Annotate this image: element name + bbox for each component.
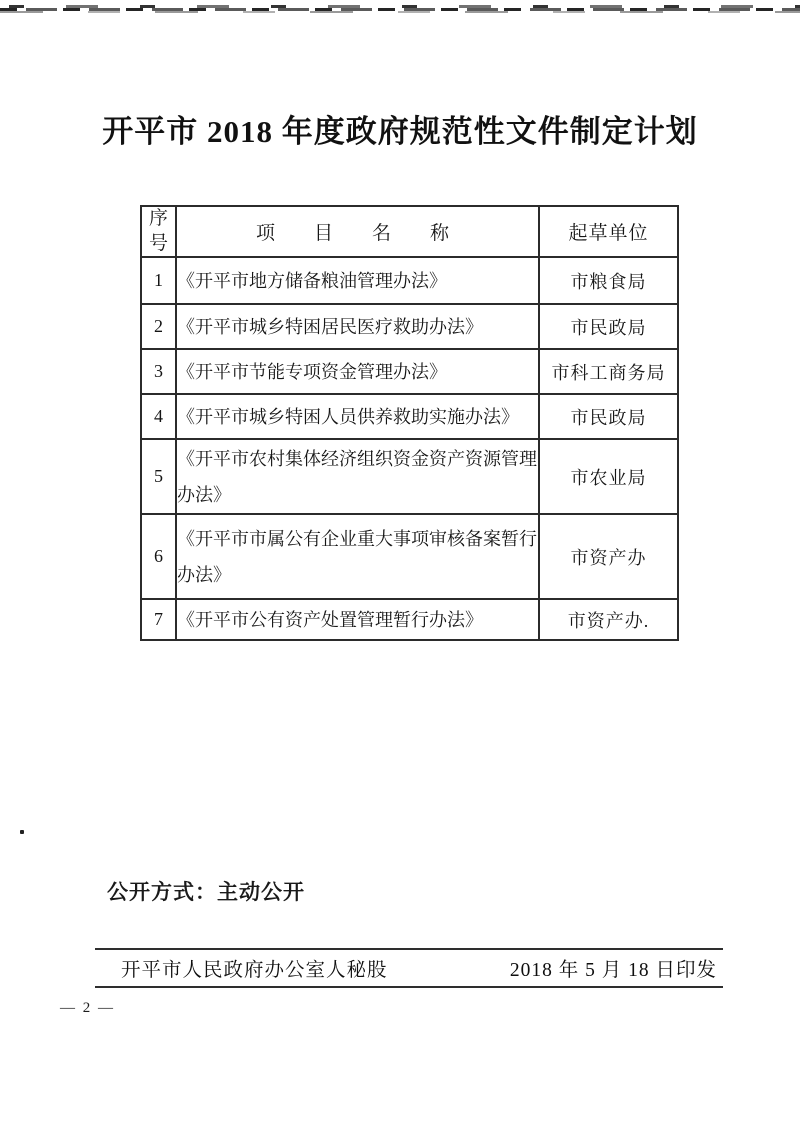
table-row	[141, 514, 678, 599]
row-index-cell: 5	[141, 439, 176, 514]
table-header-row	[141, 206, 678, 257]
document-title: 开平市 2018 年度政府规范性文件制定计划	[102, 114, 698, 149]
scan-speck	[20, 830, 24, 834]
unit-cell: 市农业局	[539, 439, 678, 514]
project-name-cell: 《开平市地方储备粮油管理办法》	[176, 257, 539, 304]
unit-cell: 市民政局	[539, 304, 678, 349]
header-drafting-unit: 起草单位	[539, 206, 678, 257]
table-row	[141, 394, 678, 439]
page-number: — 2 —	[60, 1000, 115, 1016]
project-name-cell: 《开平市公有资产处置管理暂行办法》	[176, 599, 539, 640]
footer-issuer: 开平市人民政府办公室人秘股	[121, 960, 388, 981]
project-name-cell: 《开平市农村集体经济组织资金资产资源管理办法》	[176, 439, 539, 514]
row-index-cell: 2	[141, 304, 176, 349]
unit-cell: 市资产办	[539, 514, 678, 599]
disclosure-method-line: 公开方式：主动公开	[107, 881, 305, 904]
project-name-cell: 《开平市市属公有企业重大事项审核备案暂行办法》	[176, 514, 539, 599]
header-project-name: 项 目 名 称	[176, 206, 539, 257]
table-row	[141, 304, 678, 349]
unit-cell: 市粮食局	[539, 257, 678, 304]
unit-cell: 市科工商务局	[539, 349, 678, 394]
scan-artifact-line	[0, 5, 800, 15]
row-index-cell: 3	[141, 349, 176, 394]
row-index-cell: 1	[141, 257, 176, 304]
header-index: 序号	[141, 206, 176, 257]
table-row	[141, 439, 678, 514]
table-row	[141, 599, 678, 640]
project-name-cell: 《开平市城乡特困人员供养救助实施办法》	[176, 394, 539, 439]
row-index-cell: 6	[141, 514, 176, 599]
project-name-cell: 《开平市城乡特困居民医疗救助办法》	[176, 304, 539, 349]
table-row	[141, 349, 678, 394]
project-name-cell: 《开平市节能专项资金管理办法》	[176, 349, 539, 394]
row-index-cell: 4	[141, 394, 176, 439]
document-footer	[95, 948, 723, 988]
row-index-cell: 7	[141, 599, 176, 640]
unit-cell: 市资产办.	[539, 599, 678, 640]
unit-cell: 市民政局	[539, 394, 678, 439]
footer-print-date: 2018 年 5 月 18 日印发	[509, 960, 717, 981]
table-row	[141, 257, 678, 304]
plan-table	[140, 205, 679, 641]
